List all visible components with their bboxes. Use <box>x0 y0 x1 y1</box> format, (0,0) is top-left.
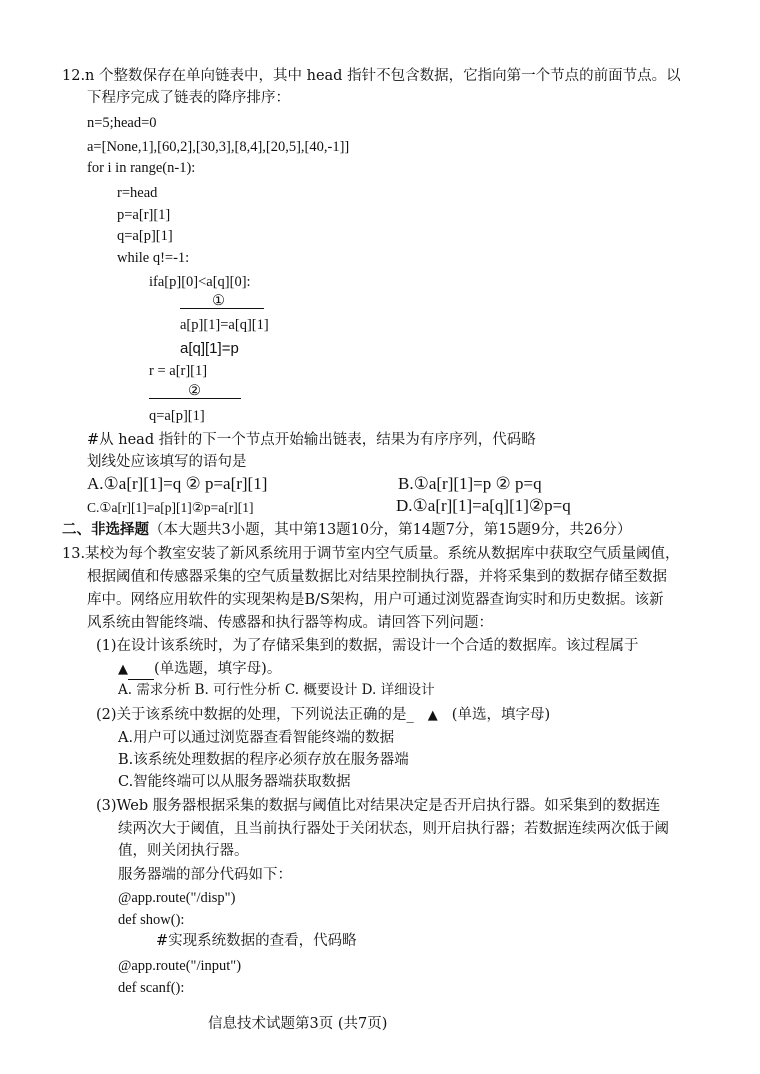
part2-tail: (单选，填字母) <box>451 707 551 723</box>
server-code-line: def scanf(): <box>118 980 185 996</box>
q13-part3-line: 值，则关闭执行器。 <box>118 843 249 859</box>
code-line: q=a[p][1] <box>117 228 173 244</box>
q13-intro-line: 13.某校为每个教室安装了新风系统用于调节室内空气质量。系统从数据库中获取空气质量阈值， <box>62 546 680 562</box>
code-line: q=a[p][1] <box>149 408 205 424</box>
code-line: ifa[p][0]<a[q][0]: <box>149 274 251 290</box>
option-a: A.①a[r][1]=q ② p=a[r][1] <box>87 474 268 493</box>
q13-part1-line1: (1)在设计该系统时，为了存储采集到的数据，需设计一个合适的数据库。该过程属于 <box>96 638 639 654</box>
q12-comment: #从 head 指针的下一个节点开始输出链表，结果为有序序列，代码略 <box>87 432 536 448</box>
q13-intro-line: 库中。网络应用软件的实现架构是B/S架构，用户可通过浏览器查询实时和历史数据。该新 <box>87 592 664 608</box>
section-note: （本大题共3小题，其中第13题10分，第14题7分，第15题9分，共26分） <box>149 522 632 538</box>
part2-text: (2)关于该系统中数据的处理，下列说法正确的是_ <box>96 707 414 723</box>
section-title: 二、非选择题 <box>62 521 149 538</box>
q13-part3-line: (3)Web 服务器根据采集的数据与阈值比对结果决定是否开启执行器。如采集到的数据连 <box>96 798 661 814</box>
q12-prompt: 划线处应该填写的语句是 <box>87 454 247 470</box>
q13-intro-line: 根据阈值和传感器采集的空气质量数据比对结果控制执行器，并将采集到的数据存储至数据 <box>87 569 667 585</box>
server-code-line: @app.route("/input") <box>118 958 242 974</box>
option-d: D.①a[r][1]=a[q][1]②p=q <box>396 496 571 515</box>
page-footer: 信息技术试题第3页 (共7页) <box>208 1016 388 1032</box>
q12-line1: 12.n 个整数保存在单向链表中，其中 head 指针不包含数据，它指向第一个节点的前面节点。以 <box>62 68 681 84</box>
answer-blank-marker: ▲ <box>118 662 128 677</box>
code-line: n=5;head=0 <box>87 115 157 131</box>
q13-part2-option-a: A.用户可以通过浏览器查看智能终端的数据 <box>118 730 395 746</box>
answer-blank-marker: ▲ <box>427 708 438 723</box>
blank-2-label: ② <box>188 383 201 399</box>
q12-line2: 下程序完成了链表的降序排序： <box>87 90 290 106</box>
option-c: C.①a[r][1]=a[p][1]②p=a[r][1] <box>87 500 254 515</box>
code-line: while q!=-1: <box>117 250 190 266</box>
q13-part1-answer <box>118 659 281 680</box>
server-code-line: @app.route("/disp") <box>118 890 236 906</box>
option-b: B.①a[r][1]=p ② p=q <box>398 474 542 493</box>
q13-part2-line1 <box>96 705 550 726</box>
blank-1-label: ① <box>212 293 225 309</box>
server-code-line: def show(): <box>118 912 185 928</box>
code-line: for i in range(n-1): <box>87 160 196 176</box>
answer-blank-underline <box>128 665 154 680</box>
code-line: p=a[r][1] <box>117 207 171 223</box>
q13-part2-option-c: C.智能终端可以从服务器端获取数据 <box>118 774 351 790</box>
q13-intro-line: 风系统由智能终端、传感器和执行器等构成。请回答下列问题： <box>87 615 493 631</box>
code-line: a[p][1]=a[q][1] <box>180 317 269 333</box>
part1-tail: (单选题，填字母)。 <box>154 661 282 677</box>
code-line: a=[None,1],[60,2],[30,3],[8,4],[20,5],[40,-1]] <box>87 139 350 155</box>
q13-part3-line: 续两次大于阈值，且当前执行器处于关闭状态，则开启执行器；若数据连续两次低于阈 <box>118 821 669 837</box>
q13-server-label: 服务器端的部分代码如下： <box>118 867 292 883</box>
code-line: r=head <box>117 185 158 201</box>
q13-part1-options: A. 需求分析 B. 可行性分析 C. 概要设计 D. 详细设计 <box>118 682 435 698</box>
server-code-line: #实现系统数据的查看，代码略 <box>156 933 357 949</box>
q13-part2-option-b: B.该系统处理数据的程序必须存放在服务器端 <box>118 752 409 768</box>
section-2-heading <box>62 520 631 540</box>
code-line: r = a[r][1] <box>149 363 208 379</box>
code-line: a[q][1]=p <box>180 340 239 357</box>
